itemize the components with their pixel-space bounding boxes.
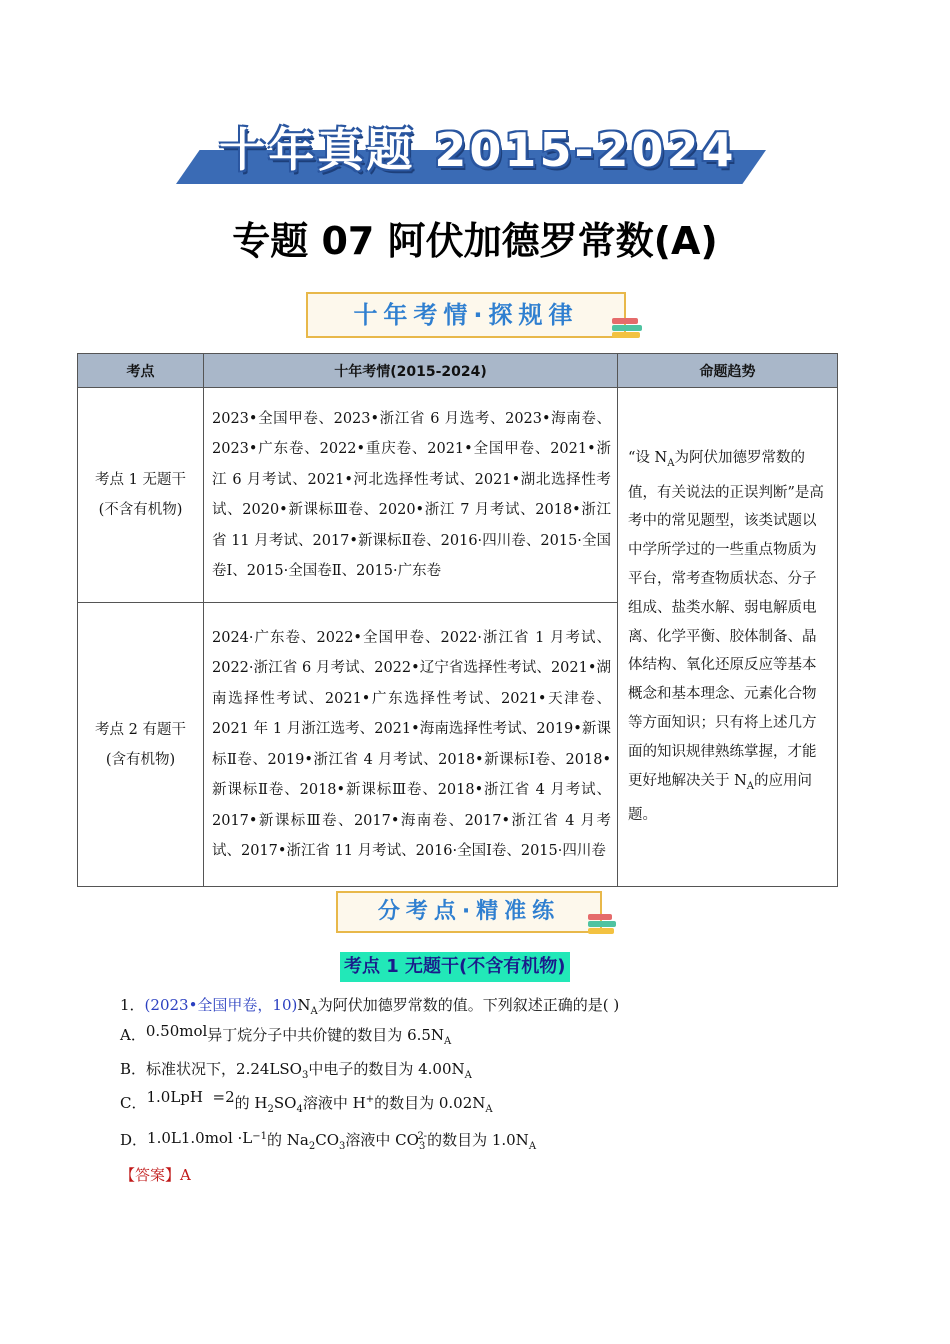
option-sub: 3 xyxy=(339,1141,346,1152)
option-sup: −1 xyxy=(252,1131,268,1142)
question-number: 1． xyxy=(120,996,145,1014)
table-header-row xyxy=(78,354,838,388)
trend-text-3: 的应用问题。 xyxy=(628,772,813,824)
option-text: 溶液中 CO xyxy=(345,1131,419,1149)
books-icon xyxy=(612,318,642,342)
option-sub: 3 xyxy=(418,1141,426,1152)
trend-text-2: 为阿伏加德罗常数的值，有关说法的正误判断”是高考中的常见题型，该类试题以中学所学过的一些重点物质为平台，常考查物质状态、分子组成、盐类水解、弱电解质电离、化学平衡、胶体制备、晶体结构、氧化还原反应等基本概念和基本理念、元素化合物等方面知识；只有将上述几方面的知识规律熟练掌握，才能更好地解决关于 N xyxy=(628,449,824,789)
option-label: D． xyxy=(120,1131,148,1149)
option-sub: A xyxy=(464,1070,472,1081)
point-cell xyxy=(78,388,204,603)
option-c[interactable] xyxy=(120,1088,493,1115)
option-b[interactable] xyxy=(120,1058,472,1081)
books-icon xyxy=(588,914,618,938)
question-stem xyxy=(120,994,619,1017)
option-sub: 2 xyxy=(267,1104,274,1115)
question-source: (2023•全国甲卷，10) xyxy=(144,996,298,1014)
option-sub: 4 xyxy=(296,1104,303,1115)
option-text: SO xyxy=(273,1094,297,1112)
option-d[interactable] xyxy=(120,1129,536,1152)
section-heading: 考点 1 无题干(不含有机物) xyxy=(340,952,570,982)
trend-text-1: “设 N xyxy=(628,449,668,466)
option-label: A． xyxy=(120,1026,146,1044)
stem-text: N xyxy=(297,996,311,1014)
option-text: 中电子的数目为 4.00N xyxy=(308,1060,465,1078)
trend-cell xyxy=(618,388,838,887)
header-years: 十年考情(2015-2024) xyxy=(204,354,618,388)
stem-text: 为阿伏加德罗常数的值。下列叙述正确的是( ) xyxy=(317,996,620,1014)
option-formula: 1.0LpH =2 xyxy=(146,1088,235,1106)
option-text: 标准状况下，2.24LSO xyxy=(146,1060,302,1078)
option-sub: A xyxy=(485,1104,493,1115)
option-sub: A xyxy=(444,1036,452,1047)
trend-sub-2: A xyxy=(746,780,755,792)
point-cell xyxy=(78,603,204,887)
option-formula: 1.0L1.0mol ·L xyxy=(147,1129,253,1147)
answer-text: 【答案】A xyxy=(120,1166,191,1184)
trend-sub-1: A xyxy=(667,457,675,469)
section-tag-label: 十年考情·探规律 xyxy=(353,301,579,329)
exam-trends-table xyxy=(77,353,838,887)
stem-sub: A xyxy=(310,1006,318,1017)
option-sub: 3 xyxy=(301,1070,309,1081)
option-text: 的 H xyxy=(234,1094,268,1112)
option-text: 异丁烷分子中共价键的数目为 6.5N xyxy=(207,1026,445,1044)
banner-text: 十年真题 2015-2024 xyxy=(219,123,737,177)
header-point: 考点 xyxy=(78,354,204,388)
option-a[interactable] xyxy=(120,1024,451,1047)
option-sup: 2- xyxy=(417,1131,428,1142)
point-label: 考点 2 有题干(含有机物) xyxy=(95,721,186,768)
option-formula: 0.50mol xyxy=(145,1022,208,1040)
option-label: B． xyxy=(120,1060,147,1078)
table-row xyxy=(78,388,838,603)
option-text: 溶液中 H xyxy=(302,1094,366,1112)
section-tag-practice xyxy=(336,891,602,933)
option-text: CO xyxy=(315,1131,340,1149)
point-label: 考点 1 无题干(不含有机物) xyxy=(95,472,186,518)
header-trend: 命题趋势 xyxy=(618,354,838,388)
option-sup: + xyxy=(365,1094,375,1105)
years-cell: 2023•全国甲卷、2023•浙江省 6 月选考、2023•海南卷、2023•广东卷、2022•重庆卷、2021•全国甲卷、2021•浙江 6 月考试、2021•河北选择性考试、2021•湖北选择性考试、2020•新课标Ⅲ卷、2020•浙江 7 月考试、2018•浙江省 11 月考试、2017•新课标Ⅱ卷、2016·四川卷、2015·全国卷Ⅰ、2015·全国卷Ⅱ、2015·广东卷 xyxy=(204,388,618,603)
option-sub: 2 xyxy=(308,1141,316,1152)
page-title: 专题 07 阿伏加德罗常数(A) xyxy=(232,219,718,263)
header-banner xyxy=(176,112,772,188)
option-text: 的数目为 0.02N xyxy=(374,1094,486,1112)
section-tag-label: 分考点·精准练 xyxy=(377,899,561,924)
option-sub: A xyxy=(528,1141,537,1152)
option-text: 的 Na xyxy=(267,1131,309,1149)
years-cell: 2024·广东卷、2022•全国甲卷、2022·浙江省 1 月考试、2022·浙江省 6 月考试、2022•辽宁省选择性考试、2021•湖南选择性考试、2021•广东选择性考试、2021•天津卷、2021 年 1 月浙江选考、2021•海南选择性考试、2019•新课标Ⅱ卷、2019•浙江省 4 月考试、2018•新课标Ⅰ卷、2018•新课标Ⅱ卷、2018•新课标Ⅲ卷、2018•浙江省 4 月考试、2017•新课标Ⅲ卷、2017•海南卷、2017•浙江省 4 月考试、2017•浙江省 11 月考试、2016·全国Ⅰ卷、2015·四川卷 xyxy=(204,603,618,887)
option-text: 的数目为 1.0N xyxy=(427,1131,529,1149)
option-label: C． xyxy=(120,1094,147,1112)
section-tag-trends xyxy=(306,292,626,338)
